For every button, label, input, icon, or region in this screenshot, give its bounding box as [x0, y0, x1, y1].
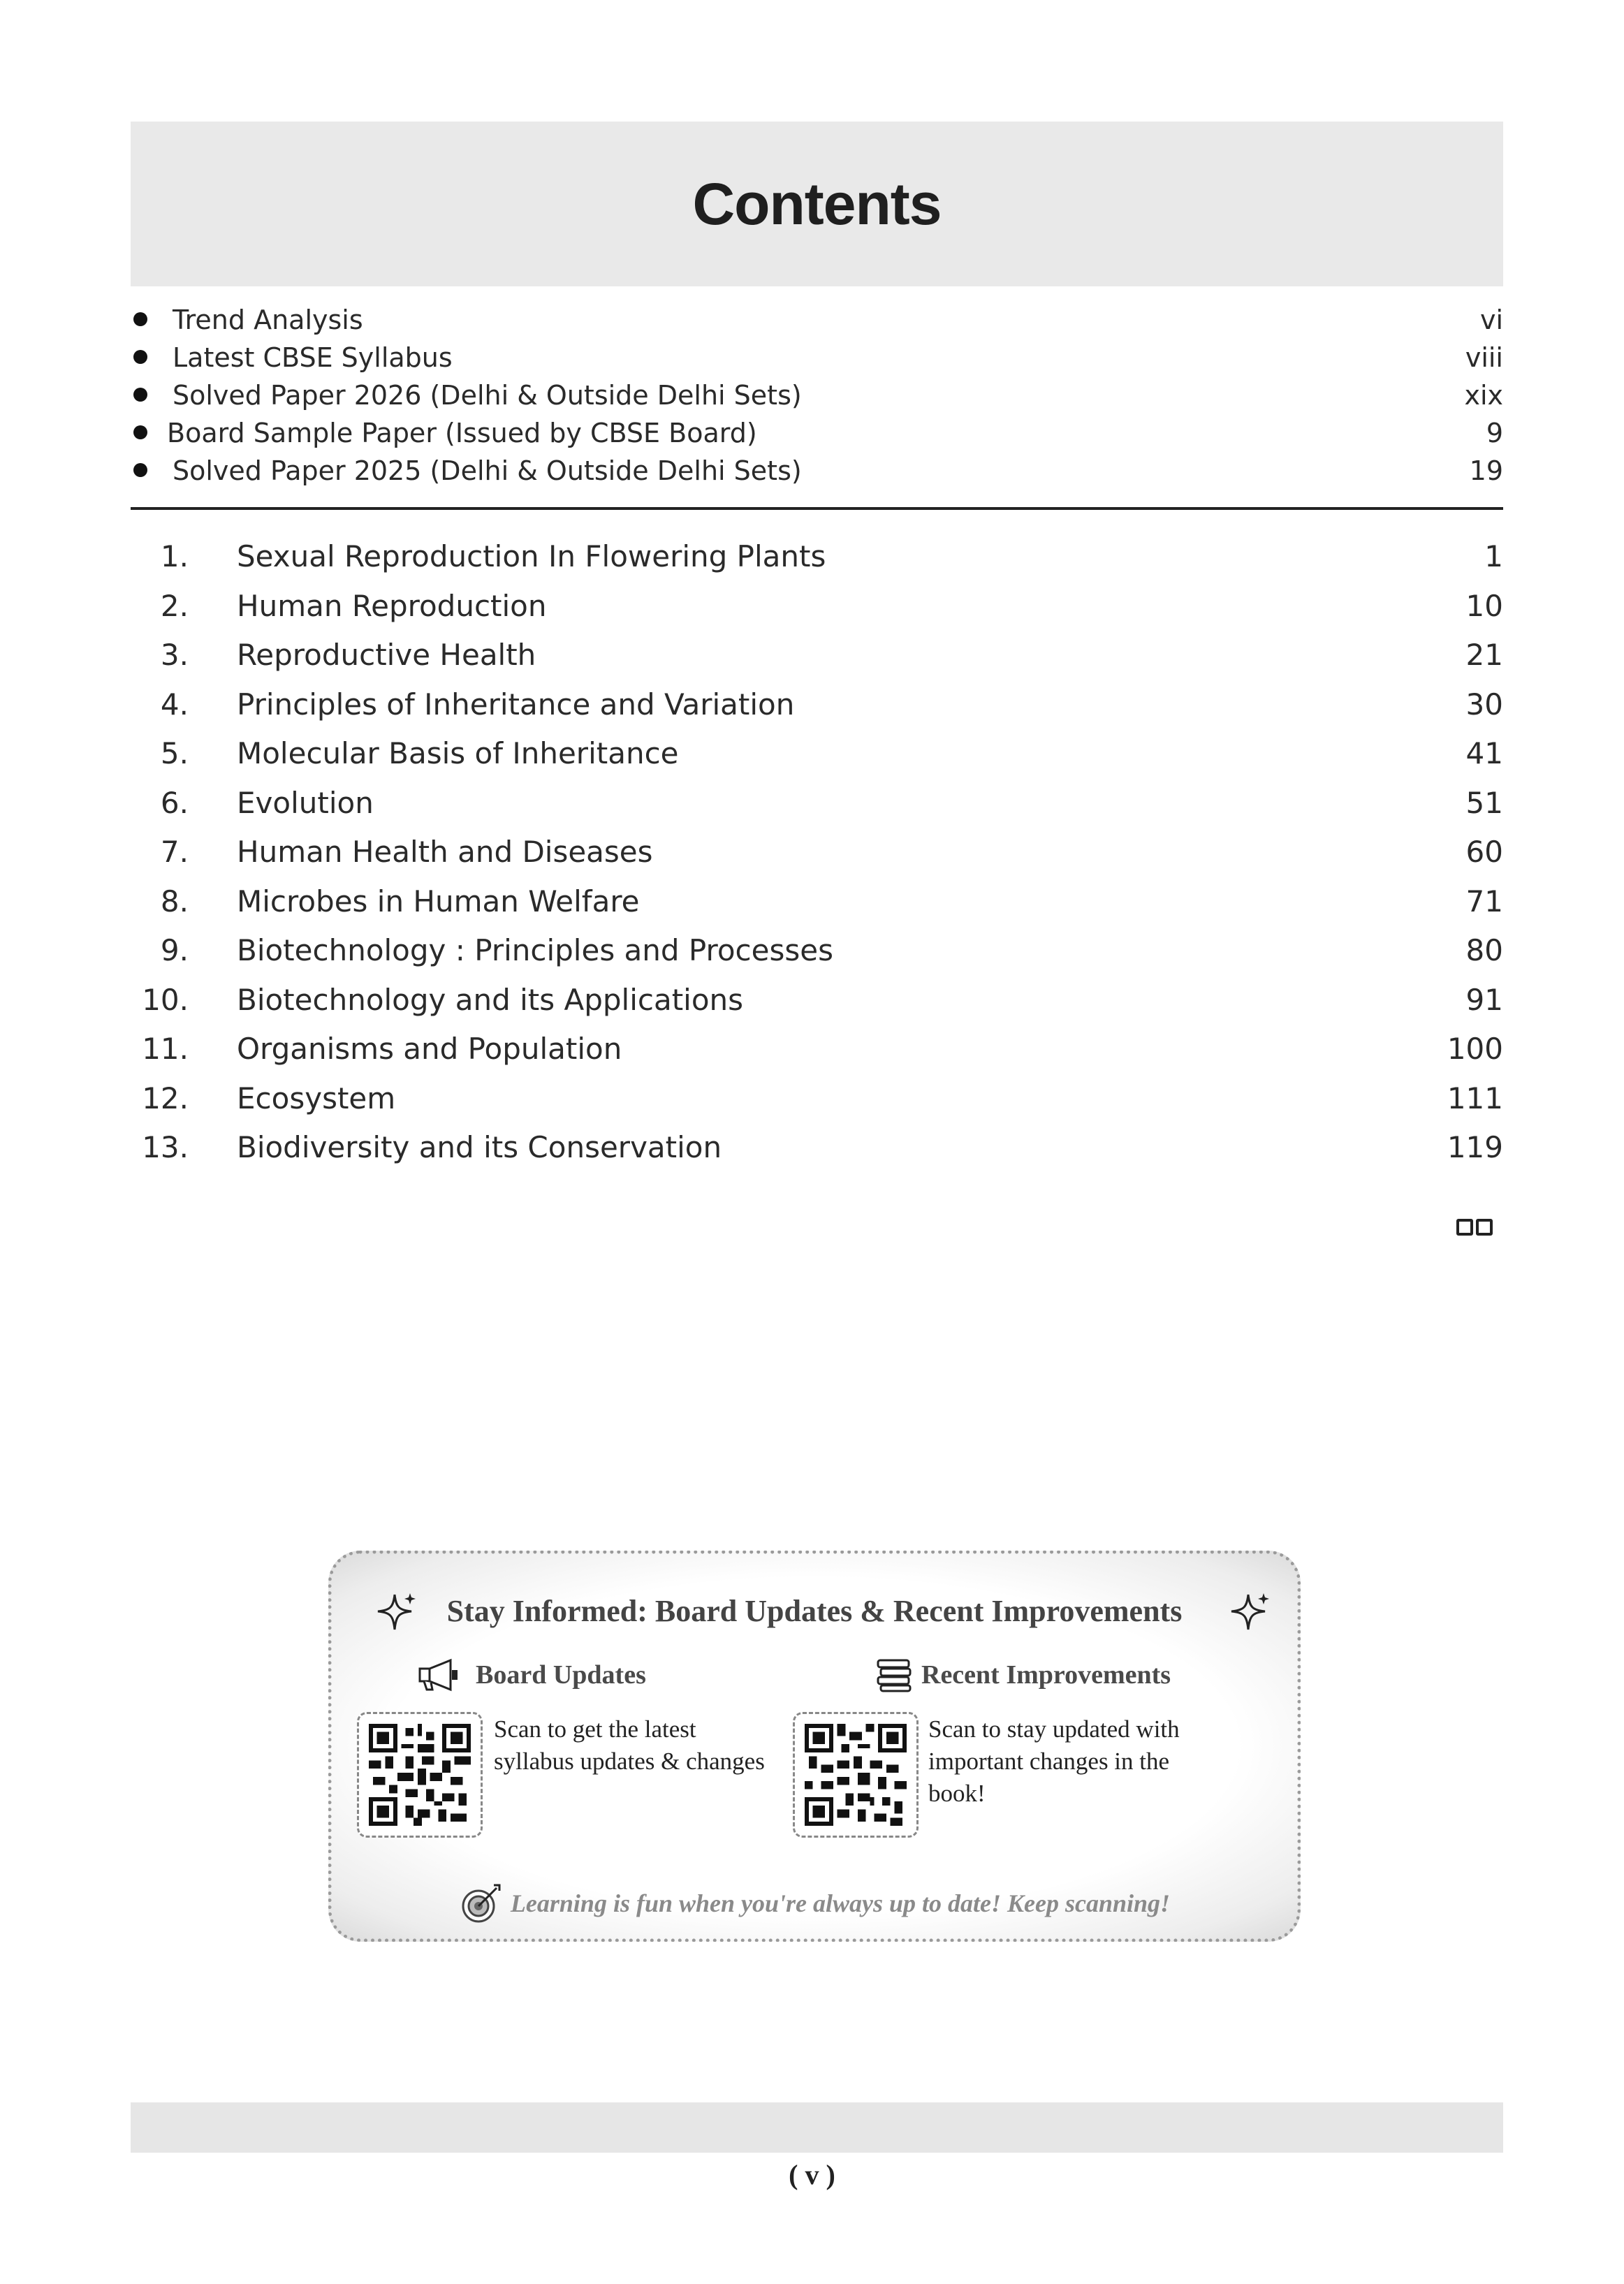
prelim-item[interactable] [131, 300, 1503, 338]
chapter-item[interactable] [131, 829, 1503, 879]
chapter-number: 4. [160, 687, 189, 722]
chapter-title: Biotechnology and its Applications [237, 982, 744, 1017]
prelim-label: Solved Paper 2026 (Delhi & Outside Delhi Sets) [173, 380, 802, 411]
chapter-title: Human Reproduction [237, 588, 547, 623]
chapter-title: Ecosystem [237, 1081, 396, 1115]
chapter-title: Biotechnology : Principles and Processes [237, 933, 833, 967]
chapter-list [131, 534, 1503, 1174]
chapter-number: 7. [160, 835, 189, 869]
recent-improvements-heading [875, 1657, 1171, 1692]
qr-code-recent-improvements[interactable] [793, 1712, 919, 1838]
chapter-page: 71 [1465, 884, 1503, 918]
chapter-number: 9. [160, 933, 189, 967]
page-title: Contents [692, 170, 942, 237]
divider [131, 507, 1503, 510]
chapter-title: Human Health and Diseases [237, 835, 653, 869]
recent-improvements-text: Scan to stay updated with important changes in the book! [928, 1715, 1180, 1807]
chapter-page: 1 [1484, 539, 1503, 573]
chapter-page: 111 [1447, 1081, 1503, 1115]
contents-header [131, 122, 1503, 286]
page-number: ( v ) [789, 2159, 835, 2190]
box-footer [332, 1882, 1297, 1924]
chapter-item[interactable] [131, 1026, 1503, 1076]
bullet-icon [133, 350, 147, 364]
chapter-item[interactable] [131, 879, 1503, 928]
prelim-page: xix [1464, 380, 1503, 411]
box-footer-text: Learning is fun when you're always up to date! Keep scanning! [510, 1889, 1171, 1917]
chapter-item[interactable] [131, 928, 1503, 977]
chapter-title: Sexual Reproduction In Flowering Plants [237, 539, 826, 573]
chapter-number: 10. [142, 982, 189, 1017]
chapter-item[interactable] [131, 1125, 1503, 1174]
chapter-page: 30 [1465, 687, 1503, 722]
chapter-page: 41 [1465, 736, 1503, 770]
bullet-icon [133, 312, 147, 326]
prelim-item[interactable] [131, 376, 1503, 413]
chapter-item[interactable] [131, 583, 1503, 633]
prelim-item[interactable] [131, 413, 1503, 451]
chapter-number: 6. [160, 785, 189, 820]
updates-box [328, 1551, 1301, 1942]
box-title: Stay Informed: Board Updates & Recent Improvements [446, 1594, 1183, 1628]
chapter-item[interactable] [131, 632, 1503, 682]
chapter-title: Evolution [237, 785, 374, 820]
chapter-page: 60 [1465, 835, 1503, 869]
prelim-page: 9 [1486, 418, 1503, 448]
chapter-title: Organisms and Population [237, 1032, 622, 1066]
sparkle-icon [1227, 1590, 1273, 1637]
chapter-number: 5. [160, 736, 189, 770]
board-updates-text: Scan to get the latest syllabus updates & changes [494, 1715, 765, 1775]
chapter-page: 91 [1465, 982, 1503, 1017]
prelim-label: Latest CBSE Syllabus [173, 342, 453, 373]
books-icon [875, 1657, 913, 1692]
prelim-item[interactable] [131, 451, 1503, 489]
chapter-title: Biodiversity and its Conservation [237, 1130, 722, 1164]
chapter-page: 100 [1447, 1032, 1503, 1066]
board-updates-heading [416, 1657, 646, 1692]
board-updates-label: Board Updates [476, 1660, 646, 1690]
chapter-title: Principles of Inheritance and Variation [237, 687, 795, 722]
bullet-icon [133, 463, 147, 477]
chapter-number: 8. [160, 884, 189, 918]
prelim-label: Board Sample Paper (Issued by CBSE Board) [167, 418, 757, 448]
bullet-icon [133, 425, 147, 439]
chapter-number: 12. [142, 1081, 189, 1115]
chapter-number: 1. [160, 539, 189, 573]
footer-band [131, 2102, 1503, 2153]
target-icon [459, 1882, 504, 1924]
chapter-item[interactable] [131, 731, 1503, 780]
bullet-icon [133, 388, 147, 402]
chapter-number: 2. [160, 588, 189, 623]
chapter-item[interactable] [131, 682, 1503, 731]
qr-code-board-updates[interactable] [357, 1712, 483, 1838]
chapter-item[interactable] [131, 780, 1503, 830]
chapter-item[interactable] [131, 1076, 1503, 1125]
chapter-number: 13. [142, 1130, 189, 1164]
chapter-page: 10 [1465, 588, 1503, 623]
chapter-page: 119 [1447, 1130, 1503, 1164]
prelim-page: viii [1465, 342, 1503, 373]
chapter-title: Microbes in Human Welfare [237, 884, 640, 918]
end-of-section-icon [1456, 1219, 1493, 1236]
chapter-title: Reproductive Health [237, 638, 536, 672]
prelim-list [131, 300, 1503, 489]
chapter-page: 21 [1465, 638, 1503, 672]
recent-improvements-label: Recent Improvements [921, 1660, 1171, 1690]
chapter-page: 51 [1465, 785, 1503, 820]
prelim-page: 19 [1469, 455, 1503, 486]
chapter-item[interactable] [131, 534, 1503, 583]
chapter-page: 80 [1465, 933, 1503, 967]
megaphone-icon [416, 1657, 467, 1692]
prelim-item[interactable] [131, 338, 1503, 376]
chapter-title: Molecular Basis of Inheritance [237, 736, 679, 770]
prelim-label: Solved Paper 2025 (Delhi & Outside Delhi Sets) [173, 455, 802, 486]
chapter-number: 11. [142, 1032, 189, 1066]
chapter-item[interactable] [131, 977, 1503, 1027]
prelim-label: Trend Analysis [173, 305, 363, 335]
prelim-page: vi [1479, 305, 1503, 335]
chapter-number: 3. [160, 638, 189, 672]
